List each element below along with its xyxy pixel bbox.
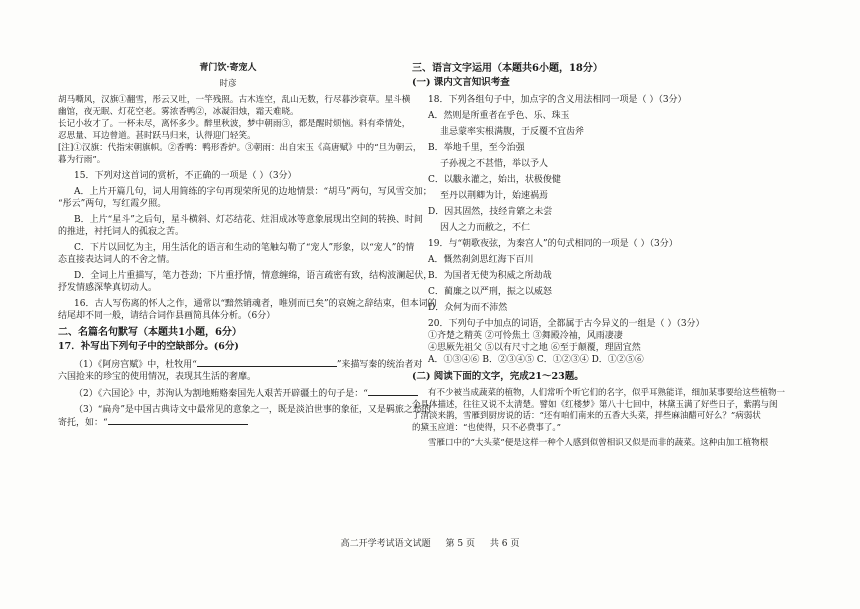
answer-blank[interactable] [108,416,178,425]
q15-option-c: C．下片以回忆为主，用生活化的语言和生动的笔触勾勒了“宠人”形象，以“宠人”的情 [74,243,415,253]
poem-line: 幽馆，夜无眠、灯花空老。雾浓香鸭②，冰凝泪烛，霜天难晓。 [58,107,299,117]
q18-option-d: D．因其固然，技经肯綮之未尝 [428,207,553,217]
q17-item-1-cont: 六国抢来的珍宝的使用情况，表现其生活的奢靡。 [58,372,257,382]
question-20: 20．下列句子中加点的词语，全都属于古今异义的一组是（ ）（3分） [428,319,705,329]
q19-option-a: A．慨然刹剑思红海下百川 [428,255,534,265]
q19-option-c: C．蔺廉之以严刑，振之以威怒 [428,287,552,297]
poem-note: 暮为行雨”。 [58,155,106,165]
q18-option-d-2: 因人之力而敝之，不仁 [440,223,531,233]
left-column [58,62,437,429]
q15-option-b: B．上片“星斗”之后句，星斗横斜、灯芯结花、炷泪成冰等意象展现出空间的转换、时间 [74,215,423,225]
section-2-heading: 二、名篇名句默写（本题共1小题，6分） [58,327,242,338]
q20-answers: A．①③④⑥ B．②③④⑤ C．①②③④ D．①②⑤⑥ [428,355,644,365]
q18-option-b: B．举地千里，至今治强 [428,143,525,153]
q18-option-b-2: 子孙视之不甚惜，举以予人 [440,159,549,169]
poem-line: 胡马嘶风，汉旗①翻雪，彤云又吐，一竿残照。古木连空，乱山无数，行尽暮沙衰草。星斗横 [58,95,411,105]
question-16-cont: 结尾却不同一般，请结合词作县画简具体分析。（6分） [58,311,276,321]
poem-line: 忍思量、耳边曾道。甚时跃马归来，认得迎门轻笑。 [58,131,256,141]
poem-title: 青门饮·寄宠人 [199,63,257,73]
section-3-heading: 三、语言文字运用（本题共6小题，18分） [412,63,603,74]
passage-line: 的黛玉应道：“也使得，只不必费事了。” [412,422,561,433]
poem-note: [注]①汉旗：代指宋朝旗帜。②香鸭：鸭形香炉。③朝雨：出自宋玉《高唐赋》中的“旦为朝云， [58,143,422,153]
passage-line: 雪雁口中的“大头菜”便是这样一种个人感到似曾相识又似是而非的蔬菜。这种由加工植物根 [428,438,769,448]
passage-line: 了清淡来鹊，雪雁到厨房说的话：“还有咱们南来的五香大头菜，拌些麻油醋可好么？”病弱状 [412,411,761,421]
answer-blank[interactable] [368,387,418,396]
passage-line: 个具体描述，往往又说不太清楚。譬如《红楼梦》第八十七回中，林黛玉满了好些日子，紫鹃与闺 [412,399,778,410]
q18-option-c: C．以黻永灌之，始出，状极俊健 [428,175,561,185]
q15-option-a: A．上片开篇几句，词人用简练的字句再现荣所见的边地情景：“胡马”两句，写风雪交加； [74,187,432,197]
question-16: 16．古人写伤离的怀人之作，通常以“黯然销魂者，唯别而已矣”的哀婉之辞结束，但本词的 [74,299,437,309]
q17-item-2 [58,387,398,400]
q15-option-a-cont: “彤云”两句，写红霞夕照。 [58,199,167,209]
footer-exam-title: 高二开学考试语文试题 [340,539,431,549]
footer-page-total: 共 6 页 [489,539,520,549]
poem-line: 长记小妆才了。一杯未尽，离怀多少。醉里秋波，梦中朝雨③，都是醒时烦恼。料有牵情处， [58,119,411,129]
q17-item-3-text: 寄托，如：“ [58,418,108,428]
answer-blank[interactable] [267,358,337,367]
question-19: 19．与“朝歌夜弦，为秦宫人”的句式相同的一项是（ ）（3分） [428,239,678,249]
answer-blank[interactable] [178,416,248,425]
q15-option-c-cont: 态直接表达词人的不舍之情。 [58,255,176,265]
q18-option-a: A．然则是所重者在乎色、乐、珠玉 [428,111,570,121]
right-column [412,62,784,450]
q15-option-b-cont: 的推进，衬托词人的孤寂之苦。 [58,227,185,237]
answer-blank[interactable] [197,358,267,367]
q19-option-b: B．为国者无使为积威之所劫哉 [428,271,552,281]
subsection-2-heading: (二) 阅读下面的文字，完成21～23题。 [412,371,584,382]
q18-option-c-2: 至丹以荆卿为计，始速祸焉 [440,191,549,201]
q17-item-2-text: （2）《六国论》中，苏洵认为割地贿赂秦国先人艰苦开辟疆土的句子是：“ [74,389,368,399]
q17-item-3: （3）“扁舟”是中国古典诗文中最常见的意象之一，既是淡泊世事的象征，又是羁旅之愁的 [74,405,431,415]
q17-item-1-text: （1）《阿房宫赋》中，杜牧用“ [74,360,197,370]
question-15: 15．下列对这首词的赏析，不正确的一项是（ ）（3分） [74,171,297,181]
question-18: 18．下列各组句子中，加点字的含义用法相同一项是（ ）（3分） [428,95,687,105]
q20-items-2: ④思厥先祖父 ⑤以有尺寸之地 ⑥至于颠覆，理固宜然 [428,343,641,353]
poem-author: 时彦 [219,79,237,89]
q20-items-1: ①齐楚之精英 ②可怜焦土 ③舞殿冷袖，风雨凄凄 [428,331,623,341]
passage-line: 有不少被当成蔬菜的植物，人们常听个听它们的名字，似乎耳熟能详，细加某事要给这些植物一 [428,388,786,398]
q19-option-d: D．众何为而不沛然 [428,303,508,313]
q15-option-d: D．全词上片重描写，笔力苍劲；下片重抒情，情意缠绵，语言疏密有致，结构波澜起伏， [74,271,433,281]
page-footer [0,538,860,550]
q17-item-1-text-b: ”来描写秦的统治者对 [336,360,423,370]
q17-item-3-cont [58,416,398,429]
subsection-1-heading: (一) 课内文言知识考查 [412,77,510,88]
q17-item-1 [58,358,423,371]
q18-option-a-2: 韭忌蒙率实根满腹，于反覆不宜齿斧 [440,127,585,137]
question-17: 17．补写出下列句子中的空缺部分。(6分) [58,341,239,352]
q15-option-d-cont: 抒发情感深挚真切动人。 [58,283,158,293]
footer-page-number: 第 5 页 [445,539,475,549]
